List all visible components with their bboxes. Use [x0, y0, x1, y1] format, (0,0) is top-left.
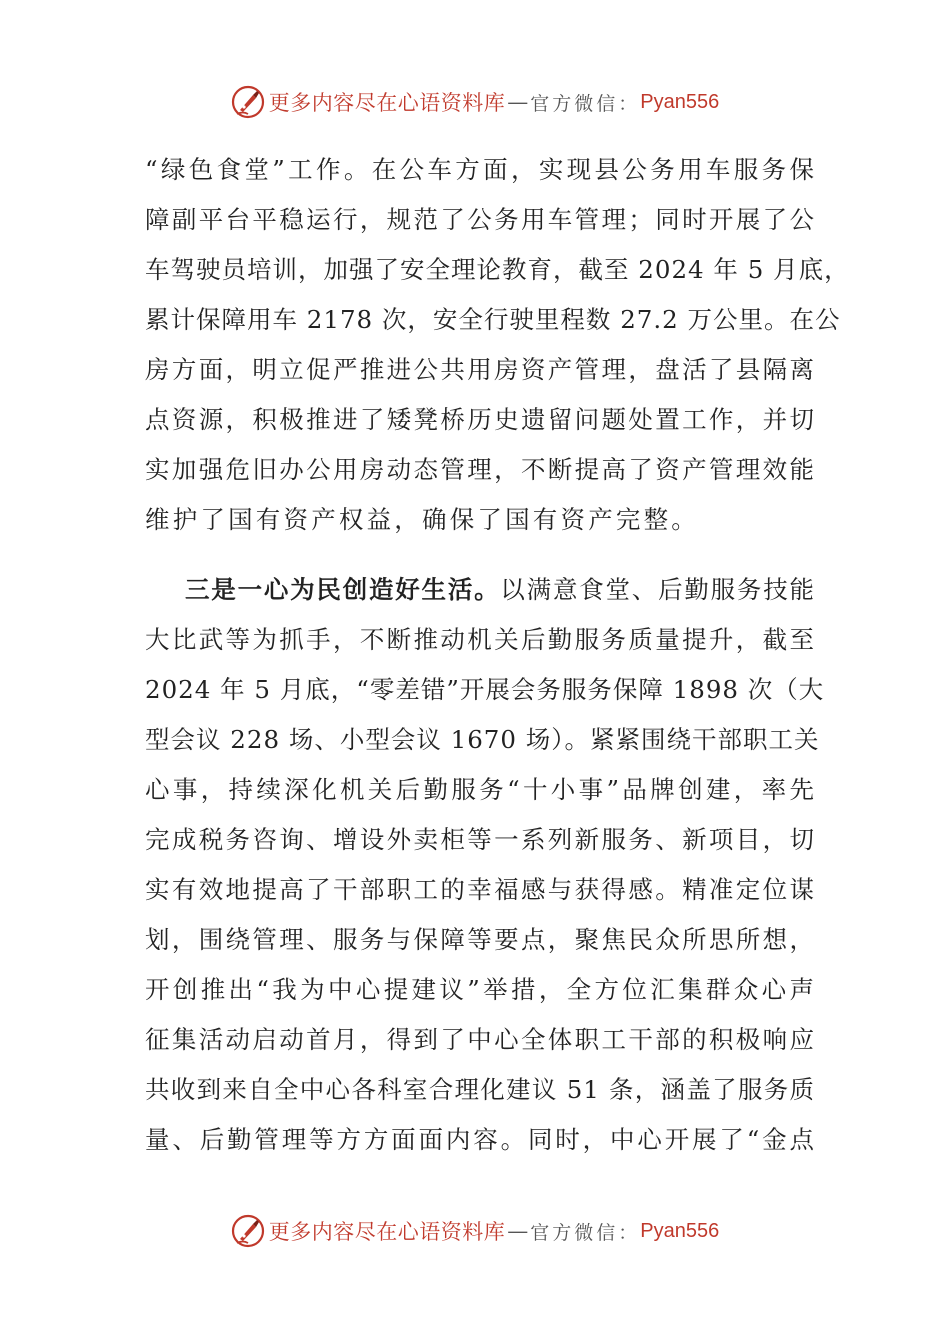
text-line: 心事，持续深化机关后勤服务“十小事”品牌创建，率先	[145, 775, 815, 804]
text-line: 点资源，积极推进了矮凳桥历史遗留问题处置工作，并切	[145, 405, 815, 434]
banner-brand-text: 更多内容尽在心语资料库	[268, 1220, 506, 1244]
footer-banner	[0, 1211, 950, 1251]
pen-nib-logo-icon	[231, 85, 265, 119]
text-line: 型会议 228 场、小型会议 1670 场）。紧紧围绕干部职工关	[145, 725, 820, 754]
paragraph-2	[145, 565, 825, 1165]
banner-wechat-id: Pyan556	[640, 90, 720, 113]
paragraph-lead-rest: 以满意食堂、后勤服务技能	[500, 575, 815, 604]
text-line: 车驾驶员培训，加强了安全理论教育，截至 2024 年 5 月底，	[145, 255, 850, 284]
text-line: 大比武等为抓手，不断推动机关后勤服务质量提升，截至	[145, 625, 815, 654]
text-line: 划，围绕管理、服务与保障等要点，聚焦民众所思所想，	[145, 925, 815, 954]
pen-nib-logo-icon	[231, 1214, 265, 1248]
paragraph-lead-heading: 三是一心为民创造好生活。	[185, 575, 501, 604]
text-line: 征集活动启动首月，得到了中心全体职工干部的积极响应	[145, 1025, 815, 1054]
text-line: 共收到来自全中心各科室合理化建议 51 条，涵盖了服务质	[145, 1075, 815, 1104]
text-line: 房方面，明立促严推进公共用房资产管理，盘活了县隔离	[145, 355, 815, 384]
text-line: 实有效地提高了干部职工的幸福感与获得感。精准定位谋	[145, 875, 815, 904]
paragraph-1	[145, 145, 850, 545]
text-line: 开创推出“我为中心提建议”举措，全方位汇集群众心声	[145, 975, 815, 1004]
text-line: 完成税务咨询、增设外卖柜等一系列新服务、新项目，切	[145, 825, 815, 854]
text-line: 2024 年 5 月底，“零差错”开展会务服务保障 1898 次（大	[145, 675, 825, 704]
banner-dash: —	[507, 90, 529, 114]
banner-wechat-id: Pyan556	[640, 1219, 720, 1242]
text-line: 实加强危旧办公用房动态管理，不断提高了资产管理效能	[145, 455, 815, 484]
text-line-first	[145, 565, 815, 615]
text-line: 量、后勤管理等方方面面内容。同时，中心开展了“金点	[145, 1125, 815, 1154]
banner-wechat-label: 官方微信：	[530, 92, 641, 115]
text-line: 维护了国有资产权益，确保了国有资产完整。	[145, 505, 699, 534]
banner-dash: —	[507, 1219, 529, 1243]
banner-brand-text: 更多内容尽在心语资料库	[268, 91, 506, 115]
text-line: “绿色食堂”工作。在公车方面，实现县公务用车服务保	[145, 155, 815, 184]
text-line: 累计保障用车 2178 次，安全行驶里程数 27.2 万公里。在公	[145, 305, 841, 334]
text-line: 障副平台平稳运行，规范了公务用车管理；同时开展了公	[145, 205, 815, 234]
banner-wechat-label: 官方微信：	[530, 1221, 641, 1244]
header-banner	[0, 82, 950, 122]
document-body	[145, 145, 850, 1165]
